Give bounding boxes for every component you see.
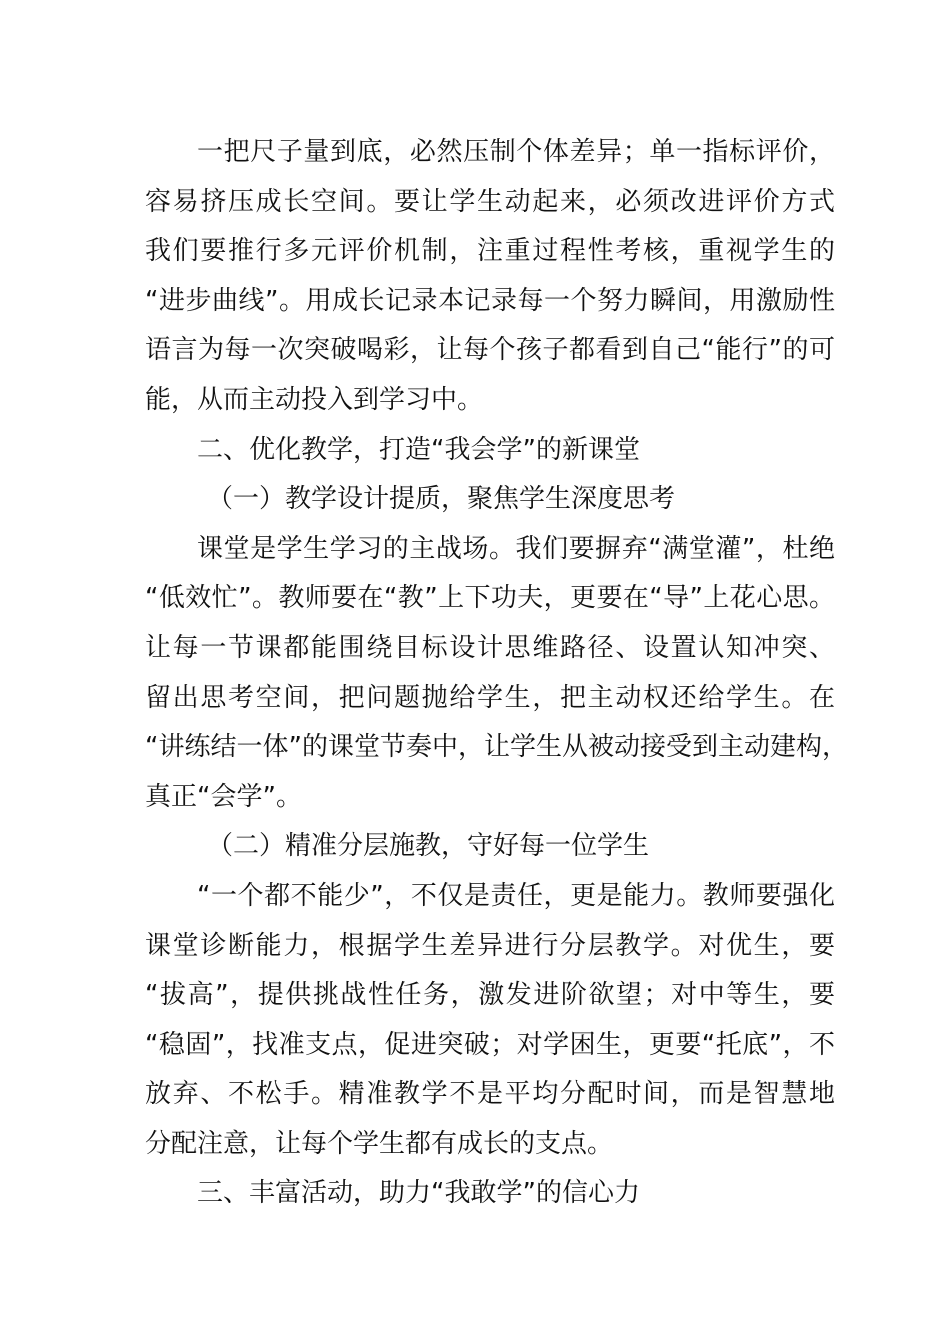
body-line: “进步曲线”。用成长记录本记录每一个努力瞬间，用激励性	[145, 285, 835, 316]
subsection-heading: （一）教学设计提质，聚焦学生深度思考	[207, 484, 676, 515]
body-line: 能，从而主动投入到学习中。	[145, 384, 484, 415]
body-line: 我们要推行多元评价机制，注重过程性考核，重视学生的	[145, 236, 835, 267]
body-line: 让每一节课都能围绕目标设计思维路径、设置认知冲突、	[145, 632, 835, 663]
body-line: “讲练结一体”的课堂节奏中，让学生从被动接受到主动建构，	[145, 732, 848, 763]
body-line: 真正“会学”。	[145, 781, 302, 812]
body-line: “拔高”，提供挑战性任务，激发进阶欲望；对中等生，要	[145, 980, 835, 1011]
body-line: 分配注意，让每个学生都有成长的支点。	[145, 1128, 614, 1159]
section-heading: 三、丰富活动，助力“我敢学”的信心力	[197, 1178, 640, 1209]
body-line: 容易挤压成长空间。要让学生动起来，必须改进评价方式	[145, 186, 835, 217]
section-heading: 二、优化教学，打造“我会学”的新课堂	[197, 434, 640, 465]
body-line: “稳固”，找准支点，促进突破；对学困生，更要“托底”，不	[145, 1029, 835, 1060]
body-line: 语言为每一次突破喝彩，让每个孩子都看到自己“能行”的可	[145, 335, 835, 366]
body-line: “一个都不能少”，不仅是责任，更是能力。教师要强化	[197, 880, 835, 911]
subsection-heading: （二）精准分层施教，守好每一位学生	[207, 831, 650, 862]
body-line: 放弃、不松手。精准教学不是平均分配时间，而是智慧地	[145, 1079, 835, 1110]
body-line: 课堂是学生学习的主战场。我们要摒弃“满堂灌”，杜绝	[197, 533, 835, 564]
body-line: 一把尺子量到底，必然压制个体差异；单一指标评价，	[197, 137, 835, 167]
body-line: 课堂诊断能力，根据学生差异进行分层教学。对优生，要	[145, 930, 835, 961]
document-body	[145, 128, 848, 1219]
body-line: 留出思考空间，把问题抛给学生，把主动权还给学生。在	[145, 682, 835, 713]
body-line: “低效忙”。教师要在“教”上下功夫，更要在“导”上花心思。	[145, 583, 835, 614]
